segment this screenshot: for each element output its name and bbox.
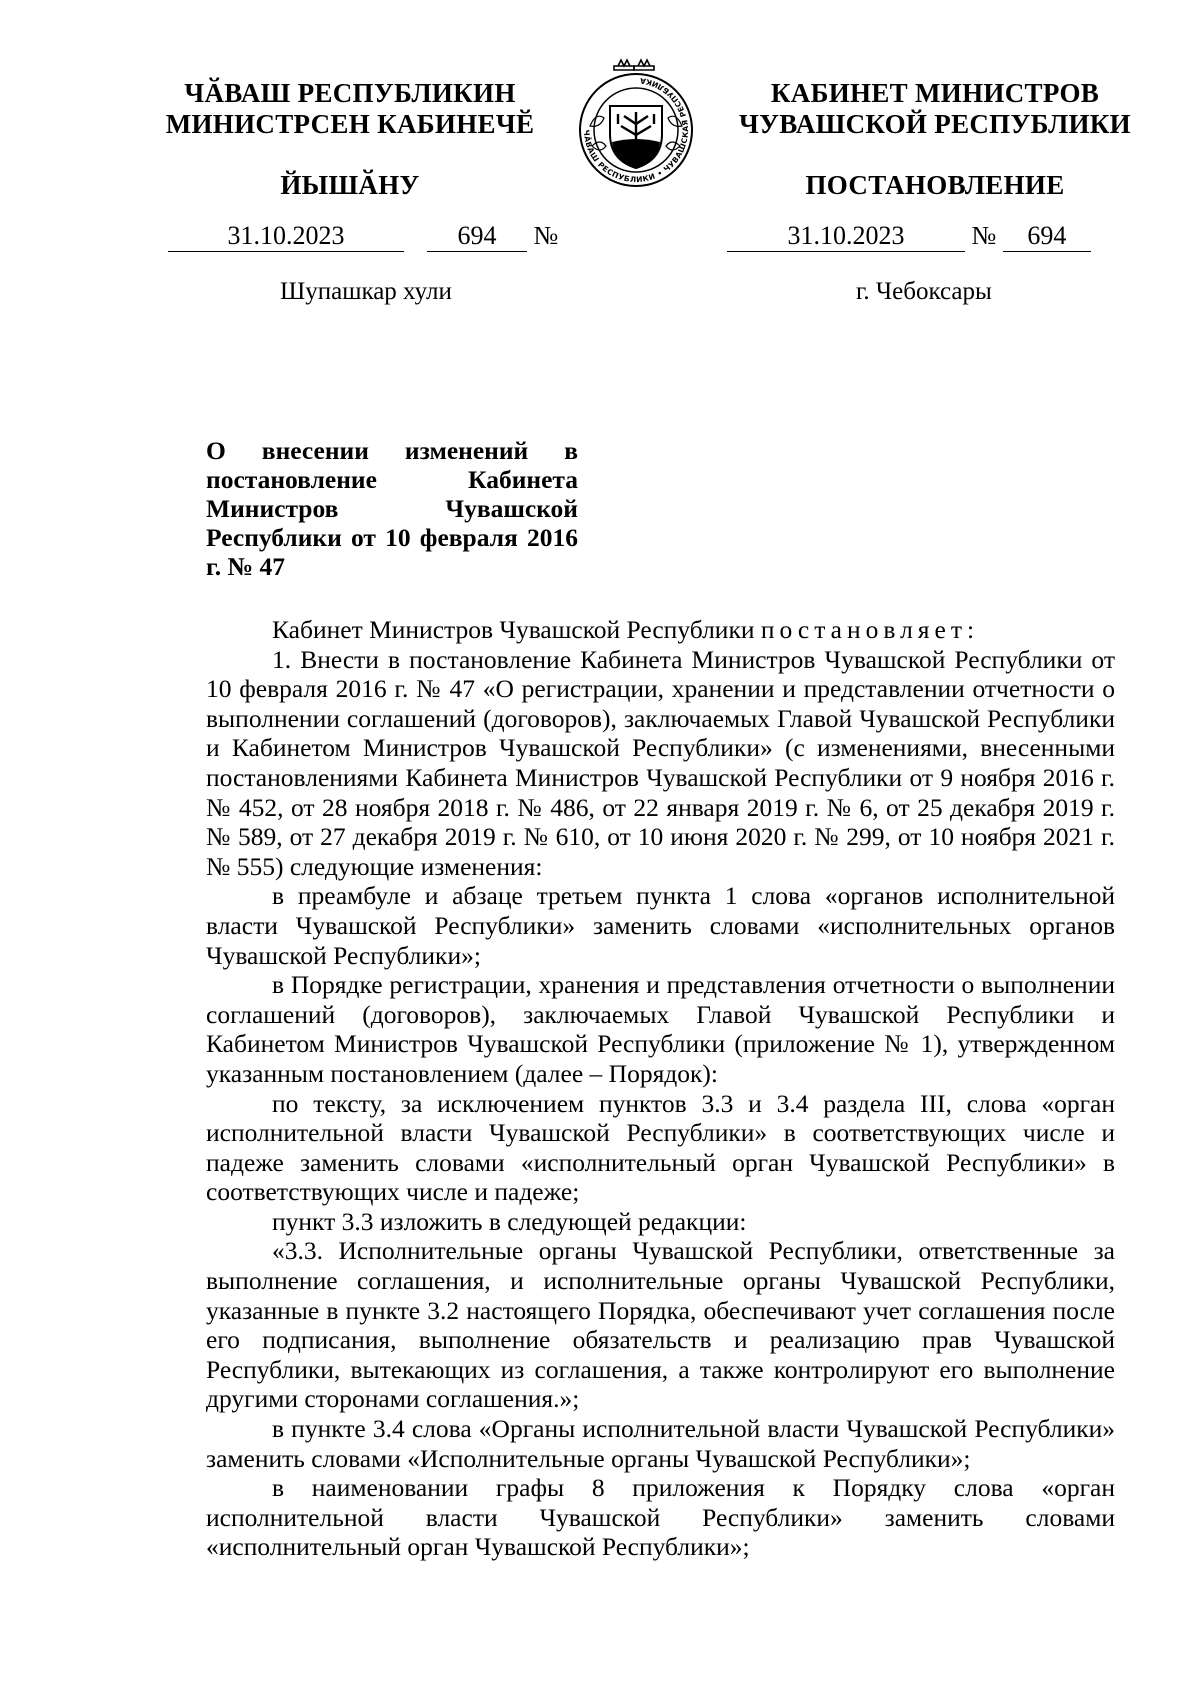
subject-text: О внесении изменений в постановление Кабинета Министров Чувашской Республики от 10 февраля 2016 г. № 47 — [206, 436, 578, 581]
body-paragraph: в наименовании графы 8 приложения к Порядку слова «орган исполнительной власти Чувашской Республики» заменить словами «исполнительный орган Чувашской Республики»; — [206, 1473, 1115, 1562]
header-right-line1: КАБИНЕТ МИНИСТРОВ — [770, 78, 1100, 108]
number-sign-right: № — [971, 221, 997, 250]
doc-number-value-right: 694 — [1003, 221, 1091, 252]
svg-text:ЧӐВАШ РЕСПУБЛИКИ • ЧУВАШСКАЯ Р: ЧӐВАШ РЕСПУБЛИКИ • ЧУВАШСКАЯ РЕСПУБЛИКА — [581, 76, 691, 185]
intro-verb: постановляет: — [760, 615, 980, 644]
body-paragraph: по тексту, за исключением пунктов 3.3 и 3.4 раздела III, слова «орган исполнительной власти Чувашской Республики» в соответствующих числе и падеже заменить словами «исполнительный орган Чувашской Республики» в соответствующих числе и падеже; — [206, 1088, 1115, 1207]
body-paragraph: 1. Внести в постановление Кабинета Министров Чувашской Республики от 10 февраля 2016 г. № 47 «О регистрации, хранении и представлении отчетности о выполнении соглашений (договоров), заключаемых Главой Чувашской Республики и Кабинетом Министров Чувашской Республики» (с изменениями, внесенными постановлениями Кабинета Министров Чувашской Республики от 9 ноября 2016 г. № 452, от 28 ноября 2018 г. № 486, от 22 января 2019 г. № 6, от 25 декабря 2019 г. № 589, от 27 декабря 2019 г. № 610, от 10 июня 2020 г. № 299, от 10 ноября 2021 г. № 555) следующие изменения: — [206, 644, 1115, 881]
intro-lead: Кабинет Министров Чувашской Республики — [272, 615, 755, 644]
body-paragraph: «3.3. Исполнительные органы Чувашской Республики, ответственные за выполнение соглашения, и исполнительные органы Чувашской Республики, указанные в пункте 3.2 настоящего Порядка, обеспечивают учет соглашения после его подписания, выполнение обязательств и реализацию прав Чувашской Республики, вытекающих из соглашения, а также контролируют его выполнение другими сторонами соглашения.»; — [206, 1236, 1115, 1414]
header-left — [140, 78, 560, 201]
doc-number-right — [727, 221, 1091, 252]
header-left-doc-type: ЙЫШӐНУ — [280, 170, 420, 200]
header-left-line1: ЧӐВАШ РЕСПУБЛИКИН — [184, 78, 516, 108]
body-paragraph: пункт 3.3 изложить в следующей редакции: — [272, 1206, 747, 1236]
header-right-doc-type: ПОСТАНОВЛЕНИЕ — [805, 170, 1065, 200]
header-right — [725, 78, 1145, 201]
number-sign-left: № — [533, 221, 559, 250]
document-body — [206, 615, 1115, 1562]
body-paragraph: в пункте 3.4 слова «Органы исполнительной власти Чувашской Республики» заменить словами «Исполнительные органы Чувашской Республики»; — [206, 1414, 1115, 1473]
body-paragraph: в преамбуле и абзаце третьем пункта 1 слова «органов исполнительной власти Чувашской Республики» заменить словами «исполнительных органов Чувашской Республики»; — [206, 881, 1115, 970]
city-right: г. Чебоксары — [856, 278, 992, 305]
doc-date-left: 31.10.2023 — [168, 221, 404, 252]
doc-number-value-left: 694 — [427, 221, 527, 252]
header-left-line2: МИНИСТРСЕН КАБИНЕЧӖ — [165, 109, 535, 139]
intro-paragraph — [206, 615, 1115, 645]
doc-number-left — [168, 221, 558, 252]
city-left: Шупашкар хули — [280, 278, 452, 305]
document-subject — [206, 436, 578, 581]
header-right-line2: ЧУВАШСКОЙ РЕСПУБЛИКИ — [739, 109, 1131, 139]
doc-date-right: 31.10.2023 — [727, 221, 965, 252]
chuvash-coat-of-arms-icon — [566, 54, 706, 194]
body-paragraph: в Порядке регистрации, хранения и представления отчетности о выполнении соглашений (договоров), заключаемых Главой Чувашской Республики и Кабинетом Министров Чувашской Республики (приложение № 1), утвержденном указанным постановлением (далее – Порядок): — [206, 970, 1115, 1088]
